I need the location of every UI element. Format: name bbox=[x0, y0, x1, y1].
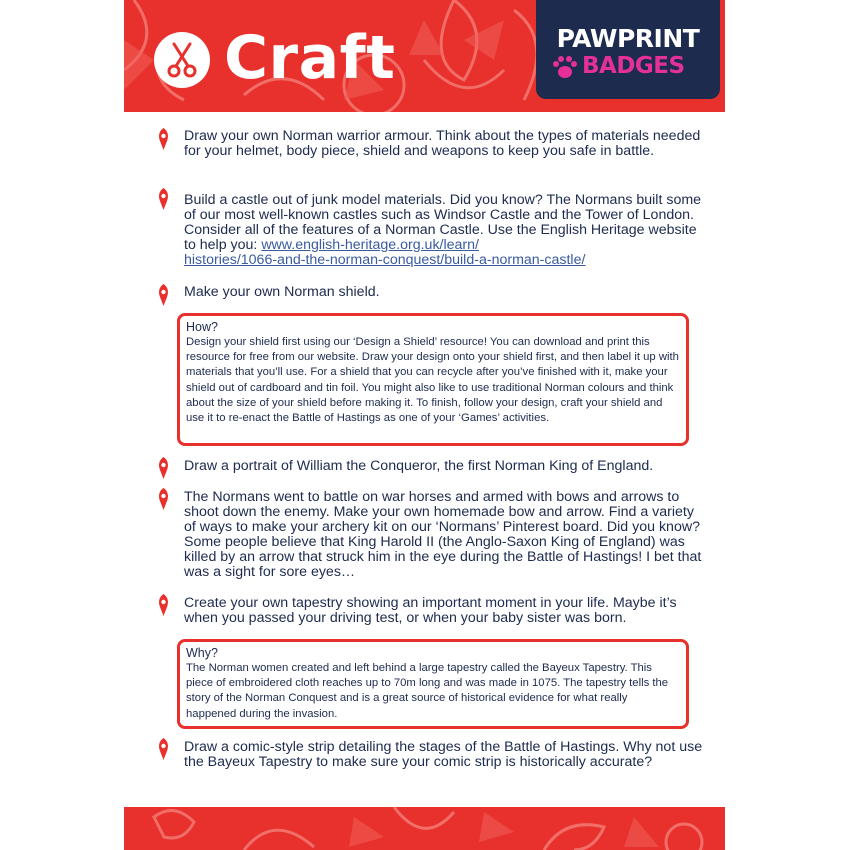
pin-bullet-icon bbox=[157, 456, 170, 480]
activity-item bbox=[184, 596, 704, 626]
why-info-box bbox=[177, 639, 689, 729]
pin-bullet-icon bbox=[157, 127, 170, 151]
scissors-badge bbox=[154, 32, 210, 88]
activity-text: Draw your own Norman warrior armour. Think about the types of materials needed for your helmet, body piece, shield and weapons to keep you safe in battle. bbox=[184, 128, 701, 159]
page-title: Craft bbox=[224, 23, 396, 93]
how-info-box bbox=[177, 313, 689, 446]
paw-icon bbox=[552, 55, 578, 79]
activity-text: Create your own tapestry showing an important moment in your life. Maybe it’s when you passed your driving test, or when your baby sister was born. bbox=[184, 595, 677, 626]
activity-item bbox=[184, 490, 704, 580]
pawprint-badges-logo bbox=[536, 0, 720, 99]
how-heading: How? bbox=[186, 320, 218, 334]
scissors-icon bbox=[162, 40, 202, 80]
pin-bullet-icon bbox=[157, 487, 170, 511]
pin-bullet-icon bbox=[157, 187, 170, 211]
footer-banner bbox=[124, 807, 725, 850]
activity-text: The Normans went to battle on war horses and armed with bows and arrows to shoot down the enemy. Make your own homemade bow and arrow. Find a variety of ways to make your archery kit on our ‘Normans’ Pinterest board. Did you know? Some people believe that King Harold II (the Anglo-Saxon King of England) was killed by an arrow that struck him in the eye during the Battle of Hastings! I bet that was a sight for sore eyes… bbox=[184, 489, 702, 580]
pin-bullet-icon bbox=[157, 737, 170, 761]
activity-body: Build a castle out of junk model materials. Did you know? The Normans built some of our most well-known castles such as Windsor Castle and the Tower of London. Consider all of the features of a Norman Castle. Use the English Heritage website to help you: bbox=[184, 192, 702, 253]
footer-pattern bbox=[124, 807, 725, 850]
pin-bullet-icon bbox=[157, 283, 170, 307]
activity-item bbox=[184, 285, 704, 300]
activity-text: Draw a portrait of William the Conqueror, the first Norman King of England. bbox=[184, 458, 654, 474]
activity-item bbox=[184, 740, 704, 770]
english-heritage-link-continued[interactable]: histories/1066-and-the-norman-conquest/build-a-norman-castle/ bbox=[184, 252, 586, 268]
activity-text: Make your own Norman shield. bbox=[184, 284, 380, 300]
activity-text bbox=[184, 193, 704, 268]
activity-item bbox=[184, 129, 704, 159]
header-banner bbox=[124, 0, 725, 112]
how-text: Design your shield first using our ‘Design a Shield’ resource! You can download and print this resource for free from our website. Draw your design onto your shield first, and then label it up with materials that you’ll use. For a shield that you can recycle after you’ve finished with it, make your shield out of cardboard and tin foil. You might also like to use traditional Norman colours and think about the size of your shield before making it. To finish, follow your design, craft your shield and use it to re-enact the Battle of Hastings as one of your ‘Games’ activities. bbox=[186, 336, 679, 425]
why-heading: Why? bbox=[186, 646, 218, 660]
activity-item bbox=[184, 459, 704, 474]
activity-text: Draw a comic-style strip detailing the stages of the Battle of Hastings. Why not use the Bayeux Tapestry to make sure your comic strip is historically accurate? bbox=[184, 739, 703, 770]
english-heritage-link[interactable]: www.english-heritage.org.uk/learn/ bbox=[261, 237, 479, 253]
why-text: The Norman women created and left behind a large tapestry called the Bayeux Tapestry. This piece of embroidered cloth reaches up to 70m long and was made in 1075. The tapestry tells the story of the Norman Conquest and is a great source of historical evidence for what really happened during the invasion. bbox=[186, 662, 669, 720]
activity-sheet bbox=[124, 0, 725, 850]
logo-line-2: BADGES bbox=[582, 53, 685, 79]
pin-bullet-icon bbox=[157, 593, 170, 617]
logo-line-1: PAWPRINT bbox=[556, 24, 700, 53]
activity-item bbox=[184, 193, 704, 268]
